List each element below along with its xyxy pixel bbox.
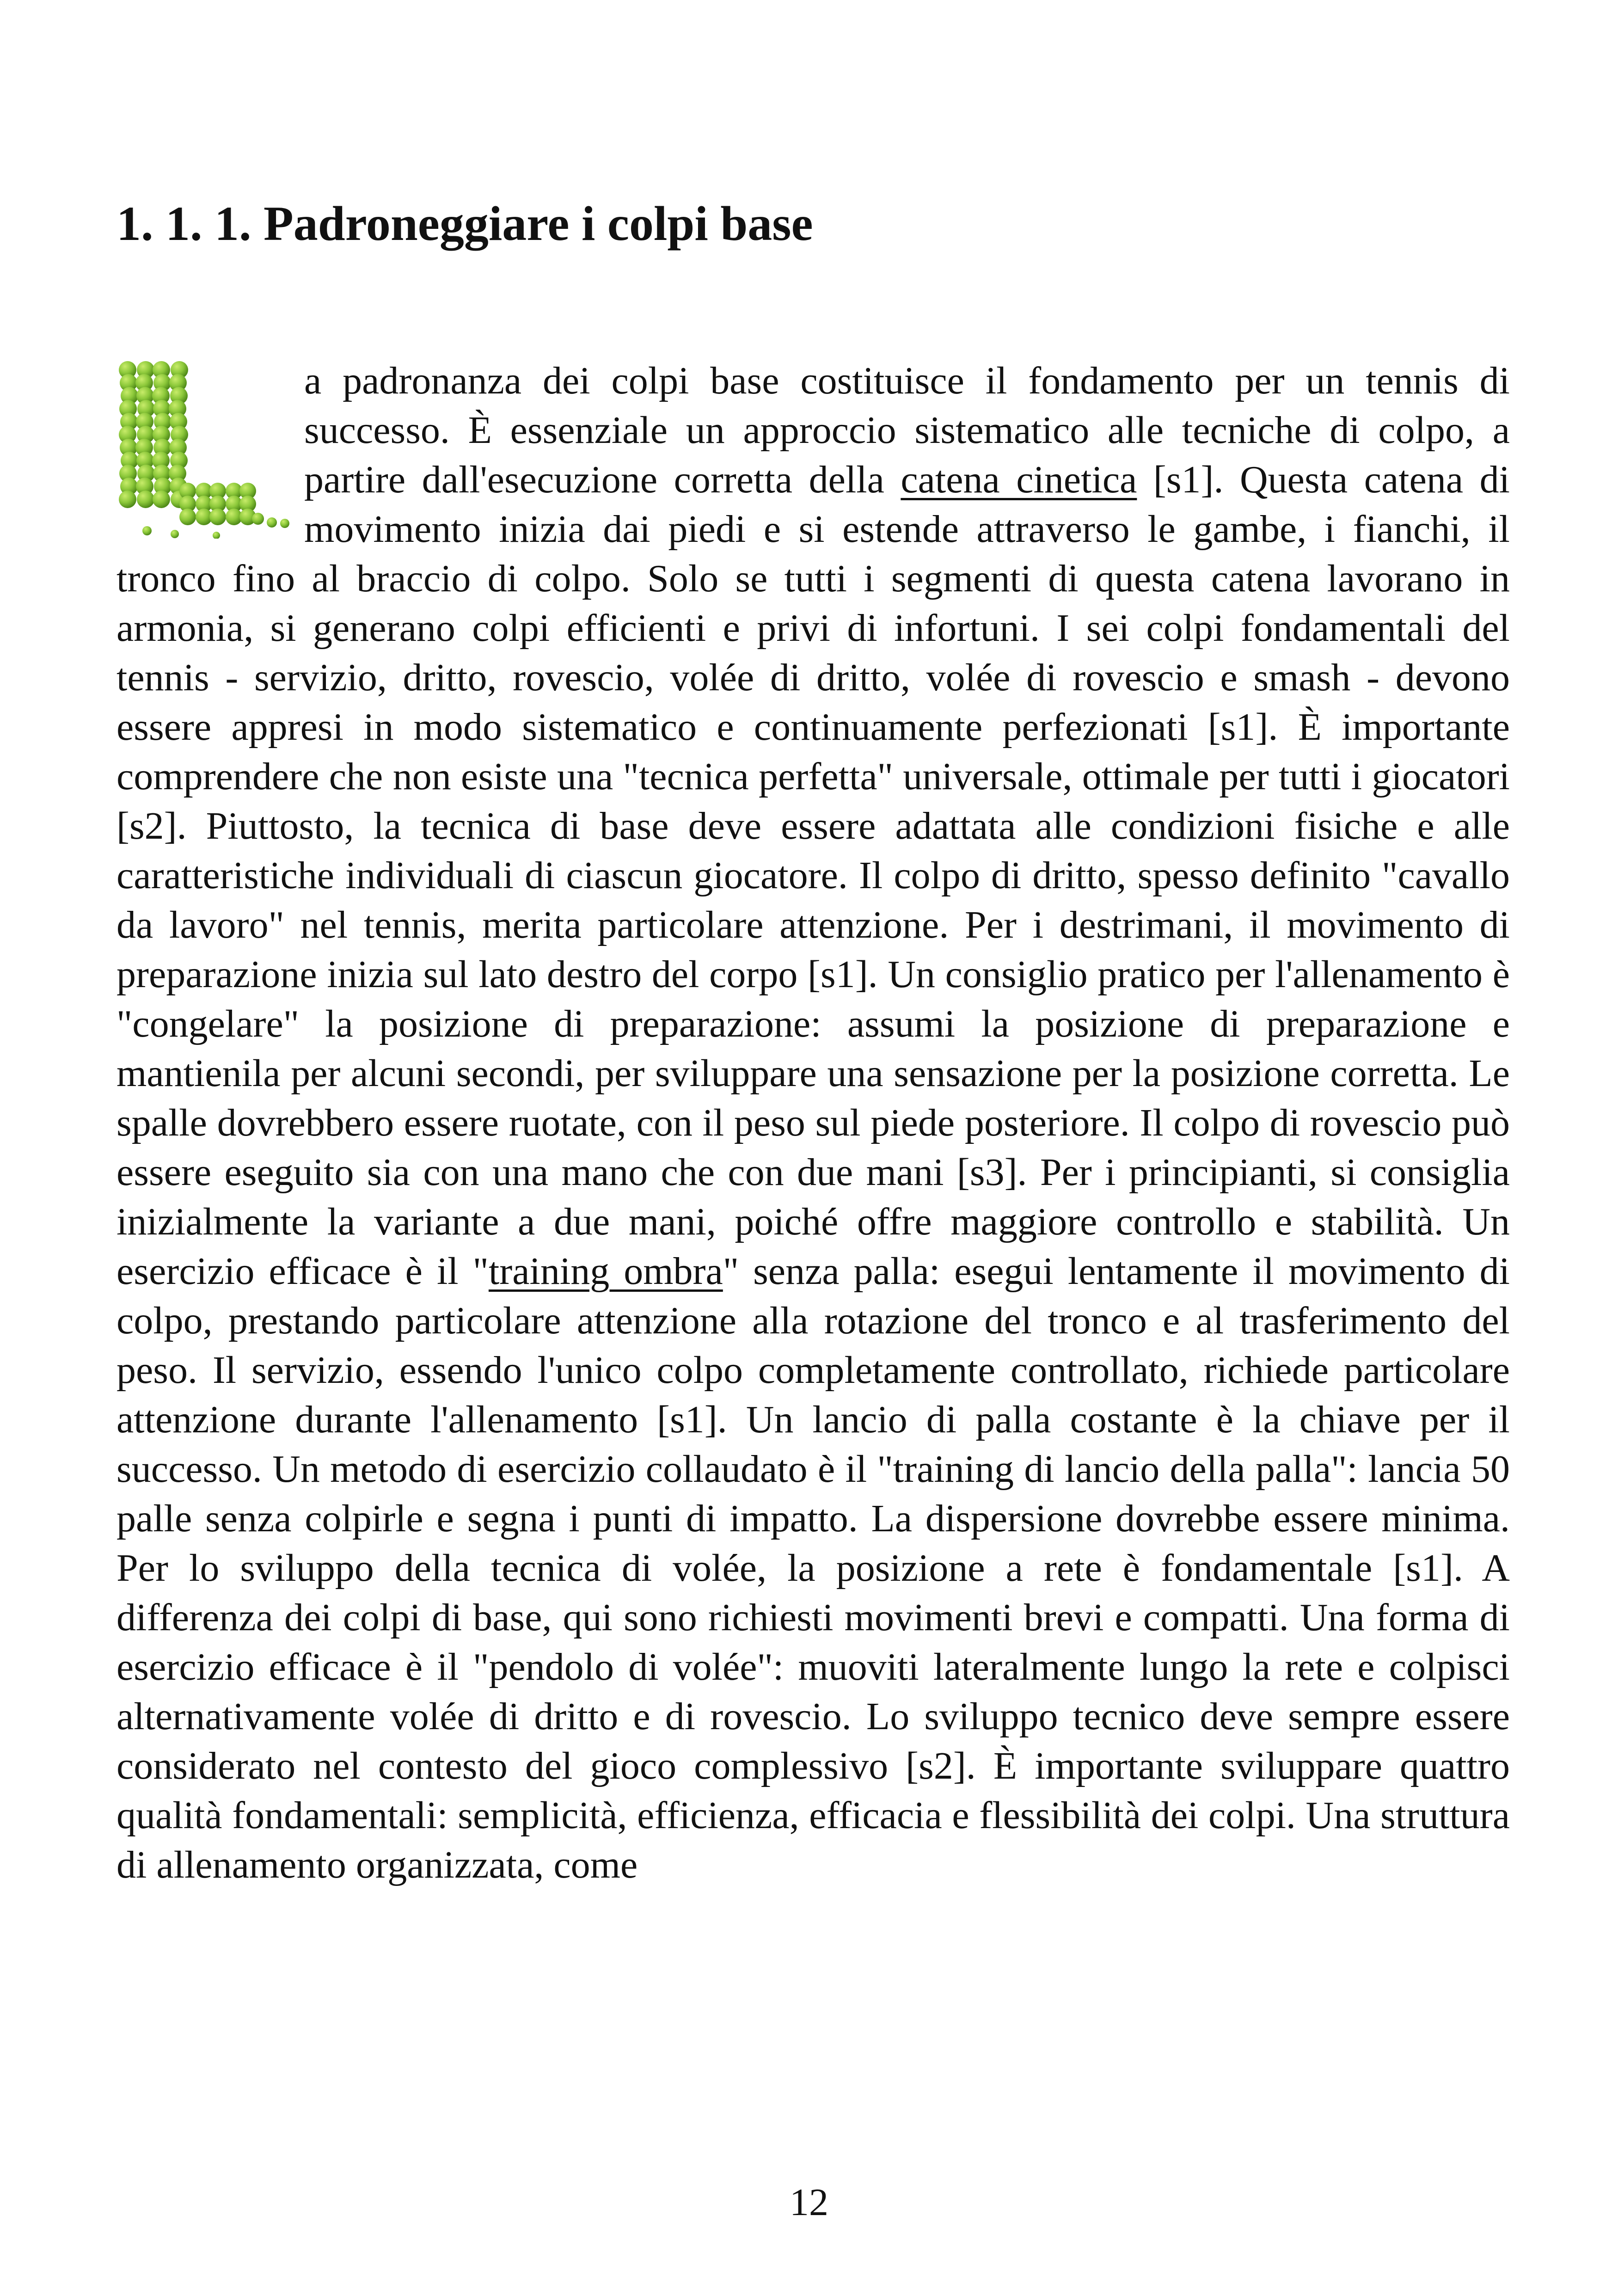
paragraph-text-part-1: a padronanza dei colpi base costituisce il fondamento per un tennis di successo. È essenziale un approccio sistematico alle tecniche di colpo, a partire dall'esecuzione corretta della: [304, 359, 1510, 501]
dropcap-ball: [209, 509, 226, 525]
dropcap-ball: [142, 526, 152, 535]
link-catena-cinetica[interactable]: catena cinetica: [901, 458, 1137, 501]
dropcap-ball: [267, 517, 277, 528]
dropcap-ball: [213, 532, 220, 539]
paragraph-text-part-3: " senza palla: esegui lentamente il movimento di colpo, prestando particolare attenzione alla rotazione del tronco e al trasferimento del peso. Il servizio, essendo l'unico colpo completamente controllato, richiede particolare attenzione durante l'allenamento [s1]. Un lancio di palla costante è la chiave per il successo. Un metodo di esercizio collaudato è il "training di lancio della palla": lancia 50 palle senza colpirle e segna i punti di impatto. La dispersione dovrebbe essere minima. Per lo sviluppo della tecnica di volée, la posizione a rete è fondamentale [s1]. A differenza dei colpi di base, qui sono richiesti movimenti brevi e compatti. Una forma di esercizio efficace è il "pendolo di volée": muoviti lateralmente lungo la rete e colpisci alternativamente volée di dritto e di rovescio. Lo sviluppo tecnico deve sempre essere considerato nel contesto del gioco complessivo [s2]. È importante sviluppare quattro qualità fondamentali: semplicità, efficienza, efficacia e flessibilità dei colpi. Una struttura di allenamento organizzata, come: [116, 1250, 1510, 1886]
dropcap-letter-l-icon: [115, 356, 291, 539]
dropcap-ball: [153, 491, 170, 508]
paragraph-text-part-2: [s1]. Questa catena di movimento inizia dai piedi e si estende attraverso le gambe, i fianchi, il tronco fino al braccio di colpo. Solo se tutti i segmenti di questa catena lavorano in armonia, si generano colpi efficienti e privi di infortuni. I sei colpi fondamentali del tennis - servizio, dritto, rovescio, volée di dritto, volée di rovescio e smash - devono essere appresi in modo sistematico e continuamente perfezionati [s1]. È importante comprendere che non esiste una "tecnica perfetta" universale, ottimale per tutti i giocatori [s2]. Piuttosto, la tecnica di base deve essere adattata alle condizioni fisiche e alle caratteristiche individuali di ciascun giocatore. Il colpo di dritto, spesso definito "cavallo da lavoro" nel tennis, merita particolare attenzione. Per i destrimani, il movimento di preparazione inizia sul lato destro del corpo [s1]. Un consiglio pratico per l'allenamento è "congelare" la posizione di preparazione: assumi la posizione di preparazione e mantienila per alcuni secondi, per sviluppare una sensazione per la posizione corretta. Le spalle dovrebbero essere ruotate, con il peso sul piede posteriore. Il colpo di rovescio può essere eseguito sia con una mano che con due mani [s3]. Per i principianti, si consiglia inizialmente la variante a due mani, poiché offre maggiore controllo e stabilità. Un esercizio efficace è il ": [116, 458, 1510, 1293]
dropcap-ball: [119, 491, 136, 508]
dropcap-ball: [171, 530, 179, 538]
dropcap-ball: [252, 513, 264, 525]
body-paragraph: [116, 356, 1510, 1890]
dropcap-ball: [179, 509, 196, 525]
dropcap-ball: [280, 519, 289, 528]
dropcap-ball: [137, 491, 154, 508]
section-heading: 1. 1. 1. Padroneggiare i colpi base: [116, 196, 813, 251]
page-number: 12: [790, 2181, 828, 2224]
link-training-ombra[interactable]: training ombra: [488, 1250, 723, 1293]
